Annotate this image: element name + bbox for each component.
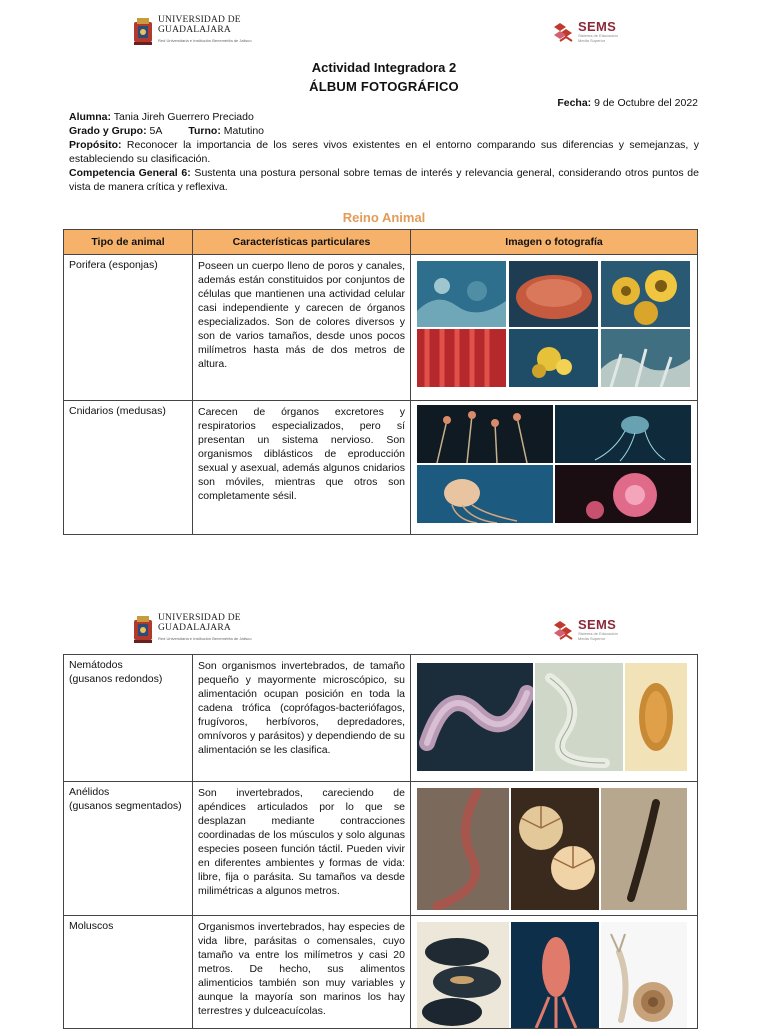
udg-name-line2: GUADALAJARA bbox=[158, 25, 231, 35]
cnidaria-photo-4 bbox=[555, 465, 691, 523]
udg-logo bbox=[132, 613, 252, 644]
purpose-paragraph bbox=[69, 139, 699, 166]
porifera-photo-grid bbox=[411, 255, 697, 400]
row-tipo: Porifera (esponjas) bbox=[69, 259, 158, 271]
sems-logo bbox=[552, 20, 618, 43]
grade-value: 5A bbox=[146, 125, 163, 137]
row-tipo: Anélidos (gusanos segmentados) bbox=[69, 786, 182, 812]
sems-name: SEMS bbox=[578, 19, 617, 34]
cnidaria-photo-2 bbox=[555, 405, 691, 463]
sponge-photo-5 bbox=[509, 329, 598, 387]
page-gap bbox=[0, 553, 768, 598]
row-desc: Organismos invertebrados, hay especies de vida libre, parásitas o comensales, cuyo tamaño va entre los milímetros y casi 20 metros. De hecho, sus alimentos alimenticios también son muy variables y aunque la mayoría son marinos los hay terrestres y dulceacuícolas. bbox=[198, 921, 405, 1017]
document-page-2 bbox=[0, 598, 768, 1024]
sponge-photo-2 bbox=[509, 261, 598, 327]
competence-paragraph bbox=[69, 167, 699, 194]
sponge-photo-4 bbox=[417, 329, 506, 387]
grade-line bbox=[69, 125, 699, 139]
annelid-photo-2 bbox=[511, 788, 599, 910]
sems-logo bbox=[552, 618, 618, 641]
sems-mark-icon bbox=[552, 21, 574, 43]
udg-shield-icon bbox=[132, 16, 154, 46]
purpose-label: Propósito: bbox=[69, 139, 122, 151]
shift-value: Matutino bbox=[220, 125, 265, 137]
animal-table-page2 bbox=[63, 654, 698, 1029]
nematode-photo-1 bbox=[417, 663, 533, 771]
grade-label: Grado y Grupo: bbox=[69, 125, 147, 137]
udg-logo bbox=[132, 15, 252, 46]
sems-sub-1: Sistema de Educación bbox=[578, 631, 618, 636]
sems-sub-1: Sistema de Educación bbox=[578, 33, 618, 38]
competence-label: Competencia General 6: bbox=[69, 167, 191, 179]
page-header bbox=[0, 0, 768, 55]
sponge-photo-6 bbox=[601, 329, 690, 387]
udg-tagline: Red Universitaria e Institución Benemérita de Jalisco bbox=[158, 38, 252, 43]
table-row bbox=[64, 782, 698, 916]
row-desc: Son organismos invertebrados, de tamaño pequeño y mayormente microscópico, su alimentación ocupan posición en toda la cadena trófica (coprófagos-bacteriófagos, frugívoros, herbívoros, depredadores, omnívoros y parásitos) y dependiendo de su alimentación se les clasifica. bbox=[198, 660, 405, 756]
udg-name-line1: UNIVERSIDAD DE bbox=[158, 613, 241, 623]
table-row bbox=[64, 255, 698, 401]
udg-name-line1: UNIVERSIDAD DE bbox=[158, 15, 241, 25]
shift-label: Turno: bbox=[188, 125, 221, 137]
row-desc: Poseen un cuerpo lleno de poros y canales, además están constituidos por conjuntos de células que mantienen una actividad celular casi independiente y carecen de órganos especializados. Son de colores diversos y son de varios tamaños, desde unos pocos milímetros hasta más de dos metros de altura. bbox=[198, 260, 405, 370]
row-tipo: Cnidarios (medusas) bbox=[69, 405, 166, 417]
udg-tagline: Red Universitaria e Institución Benemérita de Jalisco bbox=[158, 636, 252, 641]
table-header-row bbox=[64, 230, 698, 255]
nematode-photo-3 bbox=[625, 663, 687, 771]
sems-mark-icon bbox=[552, 619, 574, 641]
header-imagen: Imagen o fotografía bbox=[411, 230, 698, 255]
udg-name-line2: GUADALAJARA bbox=[158, 623, 231, 633]
student-label: Alumna: bbox=[69, 111, 111, 123]
purpose-value: Reconocer la importancia de los seres vivos existentes en el entorno comparando sus diferencias y semejanzas, y estableciendo su clasificación. bbox=[69, 139, 699, 165]
date-value: 9 de Octubre del 2022 bbox=[591, 97, 698, 109]
row-desc: Son invertebrados, careciendo de apéndices articulados por lo que se desplazan mediante contracciones coordinadas de los músculos y solo algunas especies poseen función táctil. Pueden vivir en diferentes ambientes y formas de vida: libre, fija o parásita. Su tamaños va desde milimétricas a algunos metros. bbox=[198, 787, 405, 897]
cnidaria-photo-3 bbox=[417, 465, 553, 523]
table-row bbox=[64, 401, 698, 535]
annelid-photo-1 bbox=[417, 788, 509, 910]
competence-value: Sustenta una postura personal sobre temas de interés y relevancia general, considerando otros puntos de vista de manera crítica y reflexiva. bbox=[69, 167, 699, 193]
header-tipo: Tipo de animal bbox=[64, 230, 193, 255]
animal-table-page1 bbox=[63, 229, 698, 535]
cnidaria-photo-grid bbox=[411, 401, 697, 534]
sems-sub-2: Media Superior bbox=[578, 38, 606, 43]
row-tipo: Nemátodos (gusanos redondos) bbox=[69, 659, 163, 685]
sponge-photo-1 bbox=[417, 261, 506, 327]
row-tipo: Moluscos bbox=[69, 920, 114, 932]
page-header bbox=[0, 598, 768, 653]
album-title: ÁLBUM FOTOGRÁFICO bbox=[309, 79, 459, 94]
activity-title: Actividad Integradora 2 bbox=[311, 60, 457, 75]
sems-name: SEMS bbox=[578, 617, 617, 632]
nematode-photo-grid bbox=[411, 655, 697, 781]
mollusc-photo-3 bbox=[601, 922, 687, 1028]
sems-sub-2: Media Superior bbox=[578, 636, 606, 641]
table-row bbox=[64, 916, 698, 1029]
date-line bbox=[557, 97, 698, 109]
mollusc-photo-2 bbox=[511, 922, 599, 1028]
annelid-photo-grid bbox=[411, 782, 697, 915]
cnidaria-photo-1 bbox=[417, 405, 553, 463]
student-line bbox=[69, 111, 699, 125]
header-caracteristicas: Características particulares bbox=[193, 230, 411, 255]
date-label: Fecha: bbox=[557, 97, 592, 109]
row-desc: Carecen de órganos excretores y respiratorios especializados, pero sí presentan un sistema nervioso. Son organismos diblásticos de eproducción sexual y asexual, además algunos cnidarios son móviles, mientras que otros son completamente sésil. bbox=[198, 406, 405, 502]
udg-shield-icon bbox=[132, 614, 154, 644]
section-title: Reino Animal bbox=[342, 210, 426, 225]
nematode-photo-2 bbox=[535, 663, 623, 771]
sponge-photo-3 bbox=[601, 261, 690, 327]
mollusc-photo-grid bbox=[411, 916, 697, 1028]
annelid-photo-3 bbox=[601, 788, 687, 910]
mollusc-photo-1 bbox=[417, 922, 509, 1028]
table-row bbox=[64, 655, 698, 782]
student-value: Tania Jireh Guerrero Preciado bbox=[111, 111, 254, 123]
